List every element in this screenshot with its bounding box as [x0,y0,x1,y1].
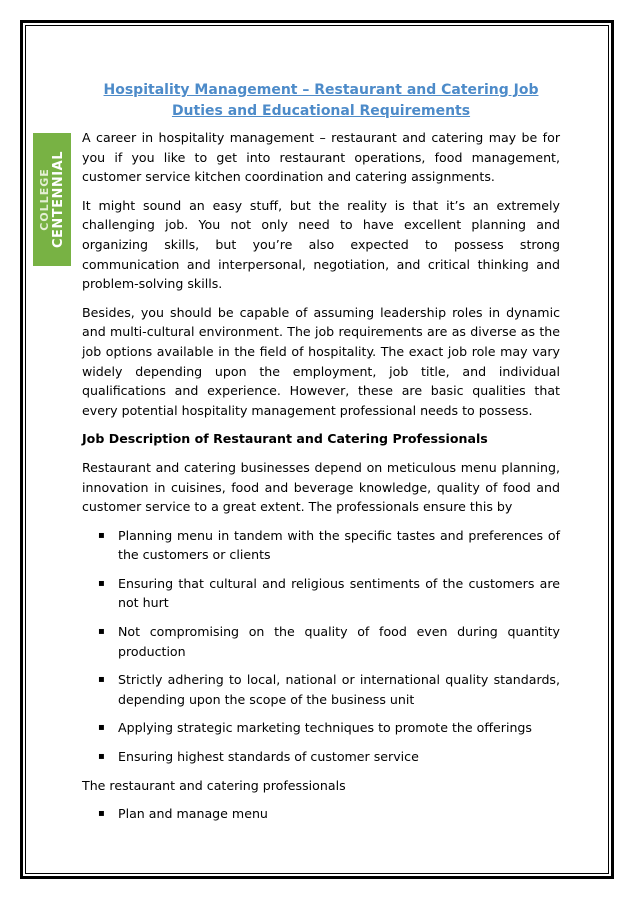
professionals-list [82,804,560,824]
bullet-icon: ▪ [98,626,105,638]
list-item: ▪ Ensuring highest standards of customer service [98,749,419,765]
list-item: ▪ Ensuring that cultural and religious sentiments of the customers are not hurt [98,575,560,611]
list-item: ▪ Plan and manage menu [98,806,268,822]
section-intro: Restaurant and catering businesses depend on meticulous menu planning, innovation in cuisines, food and beverage knowledge, quality of food and customer service to a great extent. The professionals ensure this by [82,459,560,515]
list-item: ▪ Not compromising on the quality of food even during quantity production [98,624,560,659]
title-line-1: Hospitality Management – Restaurant and Catering Job [103,82,539,98]
paragraph-leadership: Besides, you should be capable of assuming leadership roles in dynamic and multi-cultural environment. The job requirements are as diverse as the job options available in the field of hospitality. The exact job role may vary widely depending upon the employment, job title, and individual qualifications and experience. However, these are basic qualities that every potential hospitality management professional needs to possess. [82,304,560,418]
list-item: ▪ Planning menu in tandem with the specific tastes and preferences of the customers or clients [98,527,560,563]
bullet-icon: ▪ [98,529,105,541]
paragraph-challenge: It might sound an easy stuff, but the reality is that it’s an extremely challenging job. You not only need to have excellent planning and organizing skills, but you’re also expected to possess strong communication and interpersonal, negotiation, and critical thinking and problem-solving skills. [82,197,560,292]
bullet-icon: ▪ [98,674,105,686]
duties-list [82,526,560,767]
bullet-icon: ▪ [98,751,105,763]
bullet-icon: ▪ [98,722,105,734]
professionals-intro: The restaurant and catering professionals [82,777,346,793]
paragraph-intro: A career in hospitality management – restaurant and catering may be for you if you like to get into restaurant operations, food management, customer service kitchen coordination and catering assignments. [82,130,560,185]
bullet-icon: ▪ [98,577,105,589]
centennial-college-logo [33,133,71,266]
logo-centennial-text: CENTENNIAL [50,151,66,248]
bullet-icon: ▪ [98,808,105,820]
title-line-2: Duties and Educational Requirements [171,103,471,119]
document-title [82,80,560,122]
logo-college-text: COLLEGE [37,168,51,231]
document-body [82,80,560,833]
list-item: ▪ Applying strategic marketing techniques to promote the offerings [98,720,532,736]
list-item: ▪ Strictly adhering to local, national or international quality standards, depending upon the scope of the business unit [98,672,560,707]
section-heading: Job Description of Restaurant and Catering Professionals [82,431,488,447]
